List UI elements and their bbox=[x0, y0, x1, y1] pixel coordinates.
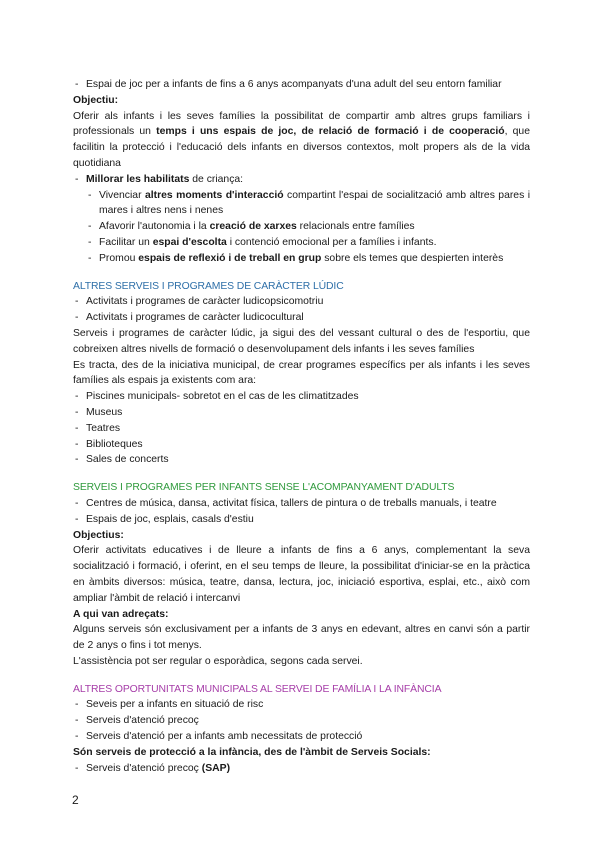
section-3 bbox=[73, 682, 530, 777]
list-item bbox=[73, 389, 530, 405]
text-run: Activitats i programes de caràcter ludicopsicomotriu bbox=[86, 296, 324, 308]
text-run: , que facilitin la protecció i l'educació dels infants en diversos contextos, molt propers als de la vida quotidiana bbox=[73, 126, 530, 169]
text-run: L'assistència pot ser regular o esporàdica, segons cada servei. bbox=[73, 655, 363, 667]
paragraph bbox=[73, 543, 530, 606]
paragraph bbox=[73, 109, 530, 172]
sub-list-item bbox=[73, 219, 530, 235]
text-run: Serveis d'atenció precoç bbox=[86, 762, 202, 774]
section-label: Són serveis de protecció a la infància, des de l'àmbit de Serveis Socials: bbox=[73, 746, 431, 758]
text-run: Oferir activitats educatives i de lleure a infants de fins a 6 anys, complementant la seva socialització i formació, i oferint, en el seu temps de lleure, la possibilitat d'iniciar-se en la pràctica en àmbits diversos: música, teatre, dansa, lectura, joc, iniciació esportiva, esplai, etc., això com ampliar l'àmbit de relació i intercanvi bbox=[73, 545, 530, 604]
text-run: Biblioteques bbox=[86, 438, 143, 450]
text-run: Es tracta, des de la iniciativa municipal, de crear programes específics per als infants i les seves famílies als espais ja existents com ara: bbox=[73, 359, 530, 387]
paragraph bbox=[73, 326, 530, 358]
document-body bbox=[73, 77, 530, 776]
text-run: Oferir als infants i les seves famílies la possibilitat de compartir amb altres grups familiars i professionals un bbox=[73, 110, 530, 138]
section-heading: ALTRES SERVEIS I PROGRAMES DE CARÀCTER LÚDIC bbox=[73, 280, 344, 292]
text-run: Museus bbox=[86, 406, 123, 418]
list-item bbox=[73, 294, 530, 310]
list-item bbox=[73, 512, 530, 528]
text-run: Teatres bbox=[86, 422, 121, 434]
section-label: Objectius: bbox=[73, 529, 124, 541]
section-0 bbox=[73, 77, 530, 267]
bold-run: Millorar les habilitats bbox=[86, 173, 190, 185]
list-item bbox=[73, 310, 530, 326]
bold-run: temps i uns espais de joc, de relació de formació i de cooperació bbox=[156, 126, 505, 138]
bold-run: espais de reflexió i de treball en grup bbox=[138, 252, 322, 264]
text-run: Serveis i programes de caràcter lúdic, ja sigui des del vessant cultural o des de l'esportiu, que cobreixen altres nivells de formació o desenvolupament dels infants i les seves famílies bbox=[73, 327, 530, 355]
text-run: Promou bbox=[99, 252, 139, 264]
paragraph bbox=[73, 358, 530, 390]
text-run: Sales de concerts bbox=[86, 454, 169, 466]
text-run: Centres de música, dansa, activitat física, tallers de pintura o de treballs manuals, i teatre bbox=[86, 497, 497, 509]
page-number: 2 bbox=[72, 793, 79, 807]
text-run: de criança: bbox=[189, 173, 244, 185]
text-run: sobre els temes que despierten interès bbox=[321, 252, 504, 264]
list-item bbox=[73, 421, 530, 437]
list-item bbox=[73, 697, 530, 713]
list-item bbox=[73, 405, 530, 421]
text-run: Vivenciar bbox=[99, 189, 145, 201]
text-run: compartint l'espai de socialització amb altres pares i mares i altres nens i nenes bbox=[99, 189, 531, 217]
text-run: Piscines municipals- sobretot en el cas de les climatitzades bbox=[86, 391, 359, 403]
text-run: Serveis d'atenció per a infants amb necessitats de protecció bbox=[86, 731, 363, 743]
text-run: Activitats i programes de caràcter ludicocultural bbox=[86, 312, 304, 324]
text-run: Afavorir l'autonomia i la bbox=[99, 221, 210, 233]
text-run: Facilitar un bbox=[99, 236, 153, 248]
text-run: relacionals entre famílies bbox=[296, 221, 415, 233]
text-run: Espai de joc per a infants de fins a 6 anys acompanyats d'una adult del seu entorn familiar bbox=[86, 79, 502, 90]
paragraph bbox=[73, 654, 530, 670]
sub-list-item bbox=[73, 235, 530, 251]
section-label: Objectiu: bbox=[73, 94, 119, 106]
bold-run: creació de xarxes bbox=[209, 221, 297, 233]
list-item bbox=[73, 452, 530, 468]
list-item bbox=[73, 729, 530, 745]
section-heading: SERVEIS I PROGRAMES PER INFANTS SENSE L'ACOMPANYAMENT D'ADULTS bbox=[73, 482, 455, 494]
text-run: Alguns serveis són exclusivament per a infants de 3 anys en edevant, altres en canvi són a partir de 2 anys o fins i tot menys. bbox=[73, 624, 530, 652]
text-run: Seveis per a infants en situació de risc bbox=[86, 699, 264, 711]
section-label: A qui van adreçats: bbox=[73, 608, 169, 620]
sub-list-item bbox=[73, 188, 530, 220]
paragraph bbox=[73, 622, 530, 654]
bold-run: altres moments d'interacció bbox=[144, 189, 284, 201]
section-2 bbox=[73, 480, 530, 670]
list-item bbox=[73, 496, 530, 512]
list-item bbox=[73, 172, 530, 188]
bold-run: (SAP) bbox=[201, 762, 231, 774]
section-heading: ALTRES OPORTUNITATS MUNICIPALS AL SERVEI DE FAMÍLIA I LA INFÀNCIA bbox=[73, 683, 442, 695]
list-item bbox=[73, 713, 530, 729]
list-item bbox=[73, 761, 530, 777]
list-item bbox=[73, 437, 530, 453]
list-item bbox=[73, 77, 530, 93]
section-1 bbox=[73, 279, 530, 469]
text-run: Serveis d'atenció precoç bbox=[86, 715, 199, 727]
text-run: Espais de joc, esplais, casals d'estiu bbox=[86, 513, 254, 525]
sub-list-item bbox=[73, 251, 530, 267]
bold-run: espai d'escolta bbox=[152, 236, 227, 248]
text-run: i contenció emocional per a famílies i infants. bbox=[226, 236, 437, 248]
